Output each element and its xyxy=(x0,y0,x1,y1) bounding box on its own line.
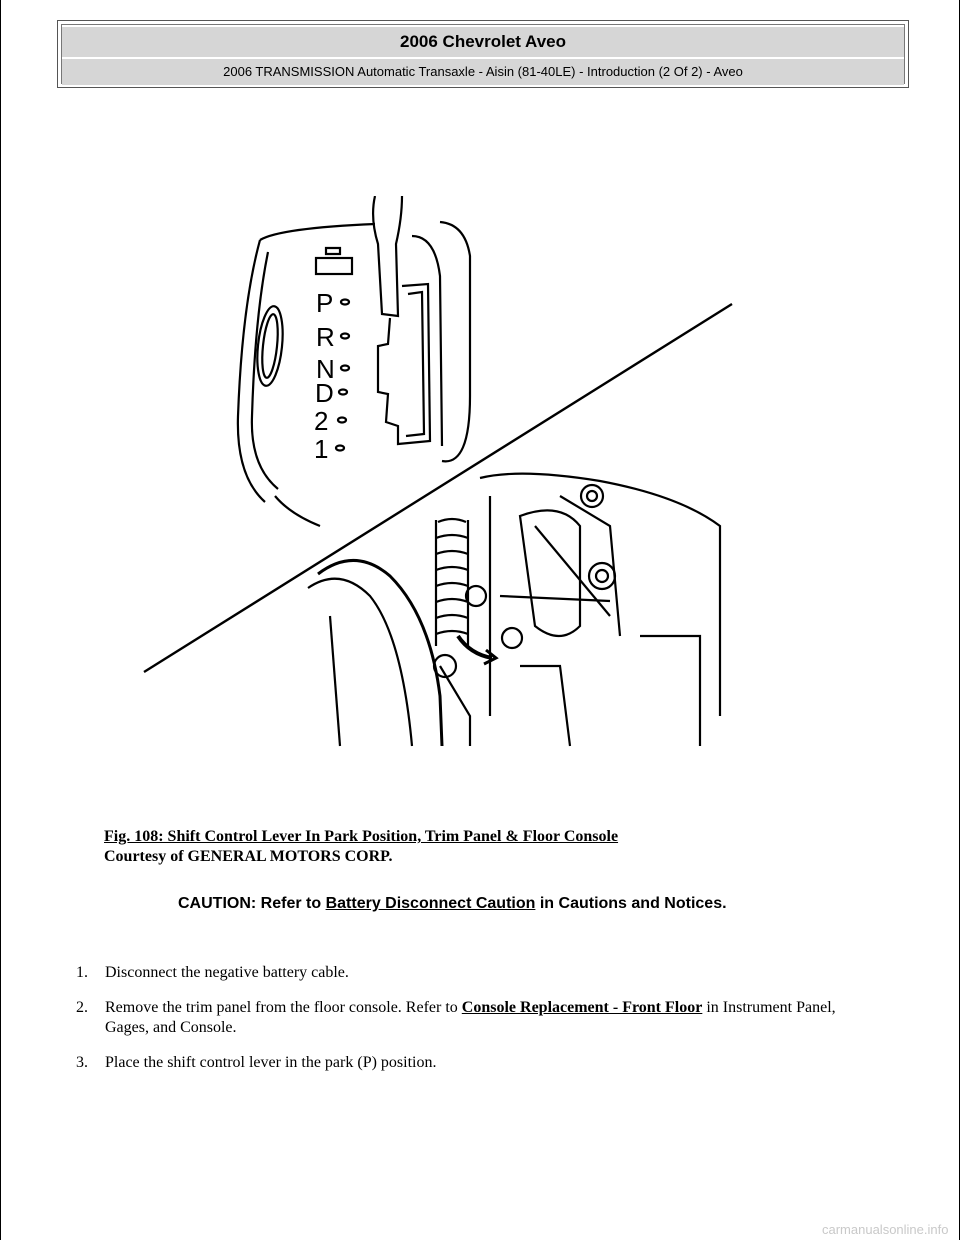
step-3 xyxy=(76,1053,876,1073)
caution-text-before: Refer to xyxy=(260,895,322,912)
header-subtitle: 2006 TRANSMISSION Automatic Transaxle - Aisin (81-40LE) - Introduction (2 Of 2) - Aveo xyxy=(62,59,904,85)
gear-label-d: D xyxy=(315,378,334,408)
illustration-svg xyxy=(140,196,740,756)
header-title: 2006 Chevrolet Aveo xyxy=(62,27,904,57)
step-1 xyxy=(76,963,876,983)
console-replacement-link[interactable]: Console Replacement - Front Floor xyxy=(461,999,703,1016)
caution-label: CAUTION: xyxy=(178,895,257,912)
step-number: 1. xyxy=(76,964,88,981)
gear-label-2: 2 xyxy=(314,406,329,436)
document-header xyxy=(57,20,909,88)
step-2 xyxy=(76,998,876,1038)
figure-caption-courtesy: Courtesy of GENERAL MOTORS CORP. xyxy=(104,848,393,865)
step-number: 2. xyxy=(76,999,88,1016)
procedure-steps xyxy=(76,963,876,1088)
step-text: Disconnect the negative battery cable. xyxy=(105,964,349,981)
step-text-after: in Instrument Panel, Gages, and Console. xyxy=(105,999,836,1036)
figure-caption-title[interactable]: Fig. 108: Shift Control Lever In Park Position, Trim Panel & Floor Console xyxy=(104,828,619,845)
header-inner xyxy=(61,24,905,84)
battery-disconnect-caution-link[interactable]: Battery Disconnect Caution xyxy=(325,895,536,912)
caution-notice xyxy=(178,895,727,913)
shift-lever-illustration xyxy=(140,196,740,756)
watermark: carmanualsonline.info xyxy=(822,1222,949,1237)
caution-text-after: in Cautions and Notices. xyxy=(539,895,727,912)
gear-label-1: 1 xyxy=(314,434,329,464)
step-text: Place the shift control lever in the park (P) position. xyxy=(105,1054,437,1071)
step-number: 3. xyxy=(76,1054,88,1071)
figure-caption xyxy=(104,827,618,867)
gear-label-n: N xyxy=(316,354,335,384)
gear-label-r: R xyxy=(316,322,335,352)
step-text-before: Remove the trim panel from the floor console. Refer to xyxy=(105,999,458,1016)
gear-label-p: P xyxy=(316,288,334,318)
